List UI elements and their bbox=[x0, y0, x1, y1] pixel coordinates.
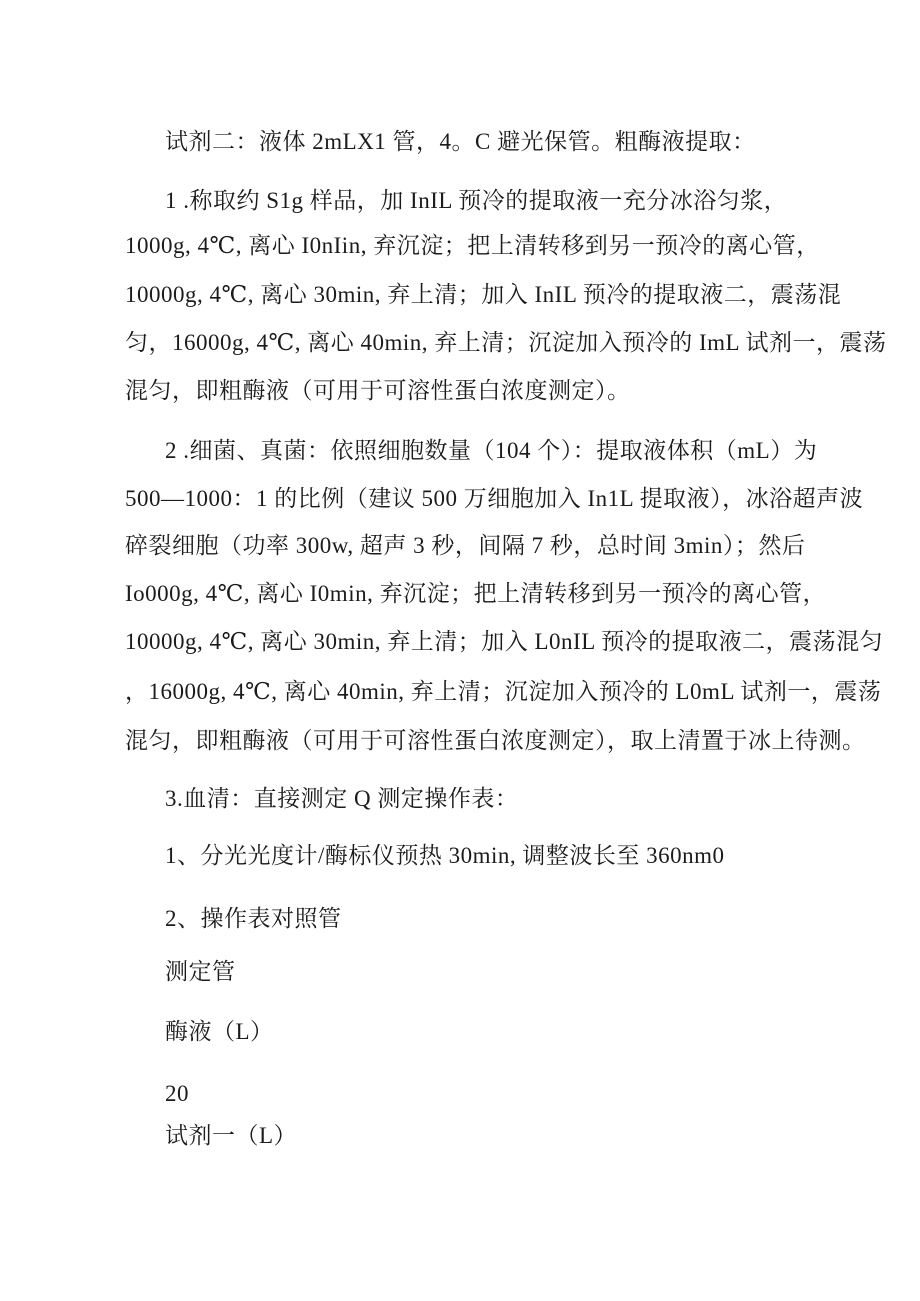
doc-line-step1-cont-1: 1000g, 4℃, 离心 I0nIin, 弃沉淀；把上清转移到另一预冷的离心管， bbox=[125, 233, 820, 258]
doc-line-step2-cont-1: 500—1000：1 的比例（建议 500 万细胞加入 In1L 提取液），冰浴超声波 bbox=[125, 486, 864, 511]
doc-line-reagent2-header: 试剂二：液体 2mLX1 管，4。C 避光保管。粗酶液提取： bbox=[165, 129, 756, 154]
doc-line-step2-cont-3: Io000g, 4℃, 离心 I0min, 弃沉淀；把上清转移到另一预冷的离心管， bbox=[125, 581, 827, 606]
doc-line-step2-end: 混匀，即粗酶液（可用于可溶性蛋白浓度测定），取上清置于冰上待测。 bbox=[125, 728, 866, 753]
doc-line-step2-cont-5: ，16000g, 4℃, 离心 40min, 弃上清；沉淀加入预冷的 L0mL 试剂一，震荡 bbox=[125, 679, 882, 704]
doc-line-step3-serum: 3.血清：直接测定 Q 测定操作表： bbox=[165, 786, 519, 811]
doc-line-step1-cont-2: 10000g, 4℃, 离心 30min, 弃上清；加入 InIL 预冷的提取液二，震荡混 bbox=[125, 282, 842, 307]
doc-line-step1-end: 混匀，即粗酶液（可用于可溶性蛋白浓度测定）。 bbox=[125, 378, 631, 403]
doc-line-step1-start: 1 .称取约 S1g 样品，加 InIL 预冷的提取液一充分冰浴匀浆， bbox=[165, 188, 788, 213]
doc-line-step2-cont-2: 碎裂细胞（功率 300w, 超声 3 秒，间隔 7 秒，总时间 3min）；然后 bbox=[125, 533, 806, 558]
doc-line-enzyme-volume: 酶液（L） bbox=[165, 1019, 274, 1044]
doc-line-operation-table: 2、操作表对照管 bbox=[165, 906, 342, 931]
doc-line-step1-cont-3: 匀，16000g, 4℃, 离心 40min, 弃上清；沉淀加入预冷的 ImL 试剂一，震荡 bbox=[125, 330, 887, 355]
doc-line-value-20: 20 bbox=[165, 1081, 189, 1106]
doc-line-spectrophotometer: 1、分光光度计/酶标仪预热 30min, 调整波长至 360nm0 bbox=[165, 843, 725, 868]
doc-line-reagent1-volume: 试剂一（L） bbox=[165, 1123, 298, 1148]
doc-line-assay-tube: 测定管 bbox=[165, 959, 236, 984]
doc-line-step2-cont-4: 10000g, 4℃, 离心 30min, 弃上清；加入 L0nIL 预冷的提取液二，震荡混匀 bbox=[125, 629, 884, 654]
doc-line-step2-start: 2 .细菌、真菌：依照细胞数量（104 个）：提取液体积（mL）为 bbox=[165, 438, 818, 463]
